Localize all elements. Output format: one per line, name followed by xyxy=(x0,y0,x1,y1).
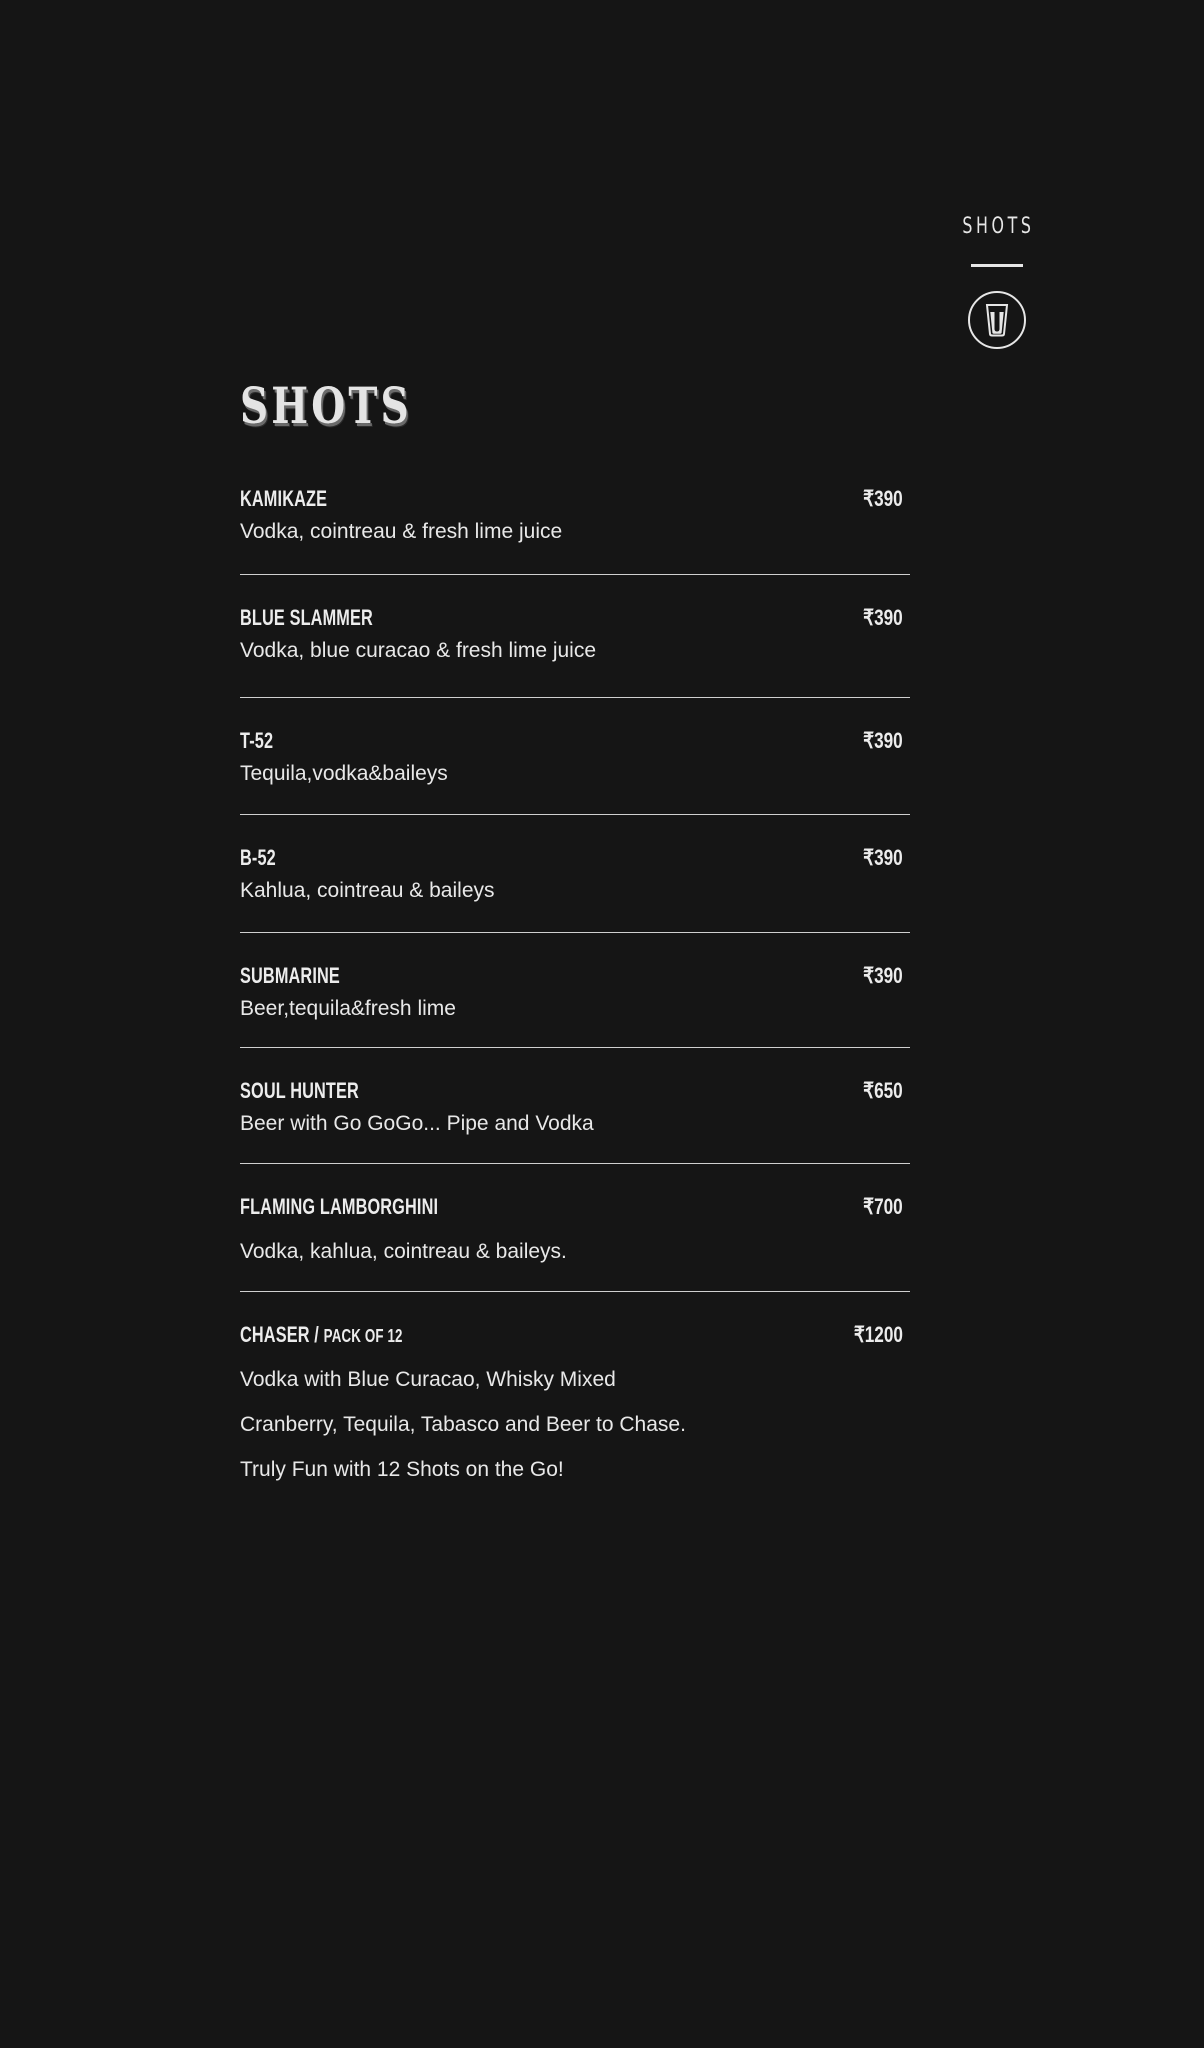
menu-item xyxy=(240,1190,910,1292)
item-description: Vodka with Blue Curacao, Whisky Mixed xyxy=(240,1368,616,1391)
menu-item xyxy=(240,601,910,698)
item-name: T-52 xyxy=(240,728,274,753)
item-description: Vodka, cointreau & fresh lime juice xyxy=(240,520,563,543)
menu-items-list xyxy=(240,482,910,1486)
item-description: Truly Fun with 12 Shots on the Go! xyxy=(240,1458,564,1481)
menu-item xyxy=(240,1074,910,1164)
item-name: SUBMARINE xyxy=(240,963,340,988)
item-description: Beer with Go GoGo... Pipe and Vodka xyxy=(240,1112,594,1135)
item-description: Vodka, blue curacao & fresh lime juice xyxy=(240,639,597,662)
item-description: Vodka, kahlua, cointreau & baileys. xyxy=(240,1240,567,1263)
item-name: BLUE SLAMMER xyxy=(240,605,373,630)
category-nav-shots-link[interactable]: SHOTS xyxy=(962,214,1035,239)
category-nav-shots-button[interactable] xyxy=(968,291,1026,349)
menu-item xyxy=(240,1318,910,1486)
menu-item xyxy=(240,959,910,1048)
item-description: Cranberry, Tequila, Tabasco and Beer to Chase. xyxy=(240,1413,686,1436)
item-name-suffix: PACK OF 12 xyxy=(323,1326,403,1346)
item-name xyxy=(240,1318,403,1353)
menu-item xyxy=(240,482,910,575)
item-name: KAMIKAZE xyxy=(240,486,328,511)
item-name: SOUL HUNTER xyxy=(240,1078,359,1103)
item-name: FLAMING LAMBORGHINI xyxy=(240,1194,439,1219)
item-name-main: CHASER / xyxy=(240,1322,324,1347)
item-description: Kahlua, cointreau & baileys xyxy=(240,879,495,902)
item-price: ₹700 xyxy=(863,1194,903,1219)
menu-section xyxy=(240,375,910,1486)
item-name: B-52 xyxy=(240,845,276,870)
item-price: ₹390 xyxy=(863,963,903,988)
item-price: ₹390 xyxy=(863,486,903,511)
item-price: ₹390 xyxy=(863,845,903,870)
section-title: SHOTS xyxy=(240,376,412,435)
item-price: ₹1200 xyxy=(853,1322,903,1347)
item-price: ₹650 xyxy=(863,1078,903,1103)
category-nav-underline xyxy=(971,264,1023,267)
category-nav xyxy=(946,212,1048,349)
shot-glass-icon xyxy=(985,303,1009,337)
menu-item xyxy=(240,841,910,933)
item-price: ₹390 xyxy=(863,605,903,630)
item-price: ₹390 xyxy=(863,728,903,753)
item-description: Beer,tequila&fresh lime xyxy=(240,997,456,1020)
item-description: Tequila,vodka&baileys xyxy=(240,762,448,785)
menu-item xyxy=(240,724,910,815)
